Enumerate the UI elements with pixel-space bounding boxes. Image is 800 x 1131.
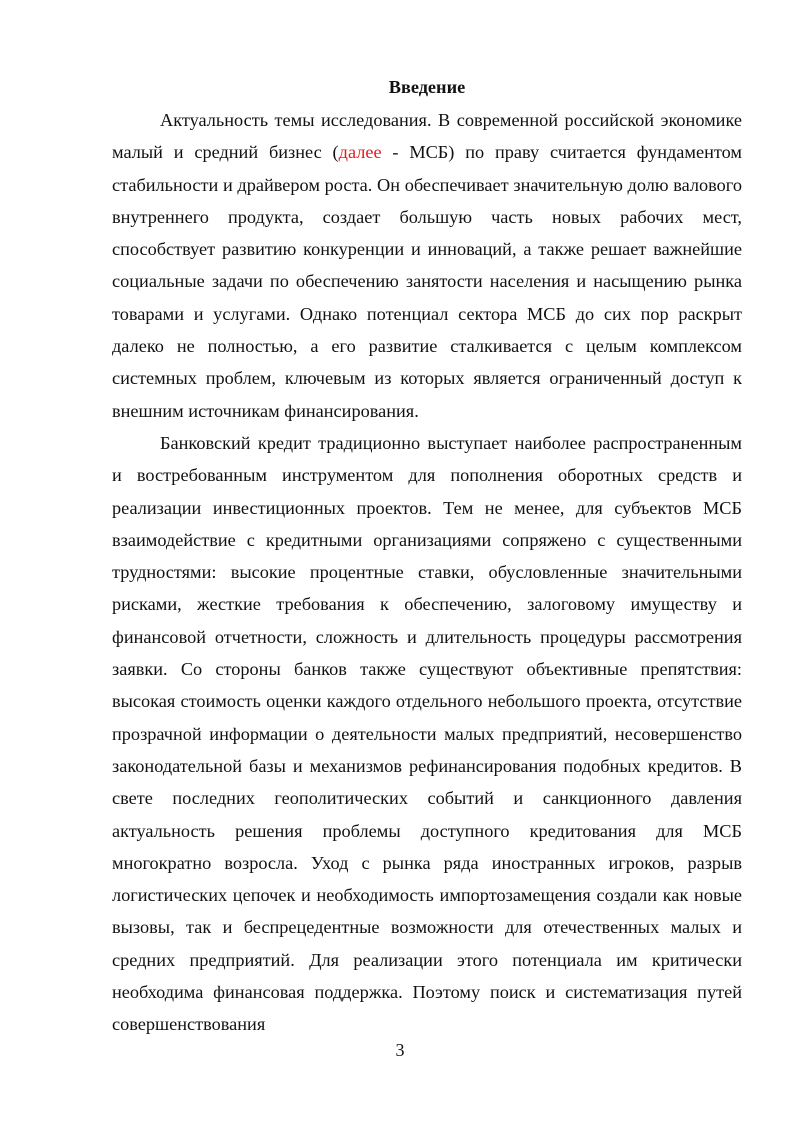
paragraph-relevance <box>112 104 742 427</box>
section-title: Введение <box>388 77 466 97</box>
page-content <box>112 70 742 1041</box>
page-number: 3 <box>395 1040 405 1060</box>
highlighted-word: далее <box>338 142 382 163</box>
paragraph-relevance-end: - МСБ) по праву считается фундаментом стабильности и драйвером роста. Он обеспечивает значительную долю валового внутреннего продукта, создает большую часть новых рабочих мест, способствует развитию конкуренции и инноваций, а также решает важнейшие социальные задачи по обеспечению занятости населения и насыщению рынка товарами и услугами. Однако потенциал сектора МСБ до сих пор раскрыт далеко не полностью, а его развитие сталкивается с целым комплексом системных проблем, ключевым из которых является ограниченный доступ к внешним источникам финансирования. <box>112 142 742 421</box>
paragraph-bank-credit: Банковский кредит традиционно выступает наиболее распространенным и востребованным инструментом для пополнения оборотных средств и реализации инвестиционных проектов. Тем не менее, для субъектов МСБ взаимодействие с кредитными организациями сопряжено с существенными трудностями: высокие процентные ставки, обусловленные значительными рисками, жесткие требования к обеспечению, залоговому имуществу и финансовой отчетности, сложность и длительность процедуры рассмотрения заявки. Со стороны банков также существуют объективные препятствия: высокая стоимость оценки каждого отдельного небольшого проекта, отсутствие прозрачной информации о деятельности малых предприятий, несовершенство законодательной базы и механизмов рефинансирования подобных кредитов. В свете последних геополитических событий и санкционного давления актуальность решения проблемы доступного кредитования для МСБ многократно возросла. Уход с рынка ряда иностранных игроков, разрыв логистических цепочек и необходимость импортозамещения создали как новые вызовы, так и беспрецедентные возможности для отечественных малых и средних предприятий. Для реализации этого потенциала им критически необходима финансовая поддержка. Поэтому поиск и систематизация путей совершенствования <box>112 432 742 1035</box>
paragraph-relevance-start: Актуальность темы исследования. В современной российской экономике малый и средний бизнес ( <box>112 110 742 163</box>
